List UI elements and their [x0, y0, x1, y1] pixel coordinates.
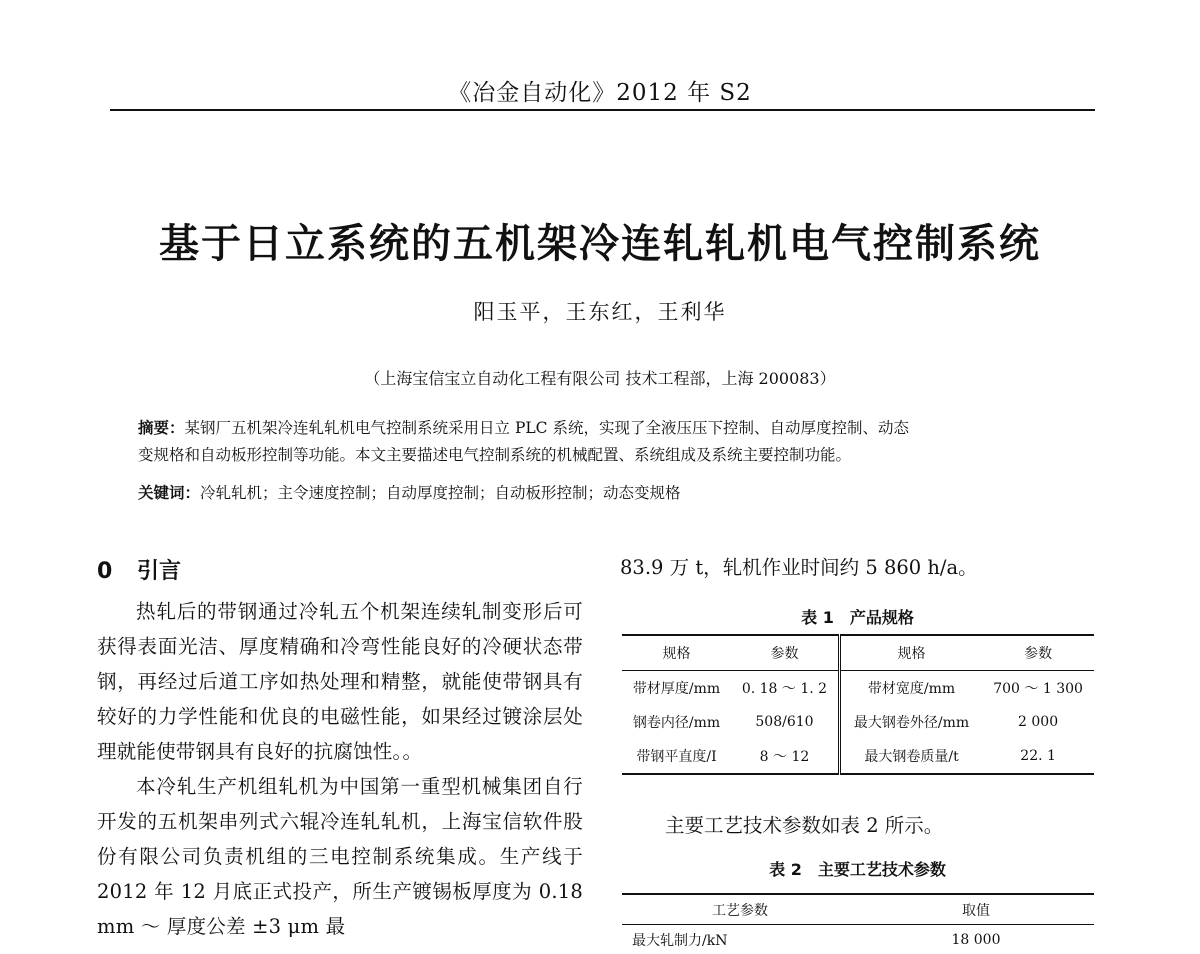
keywords-text: 冷轧轧机；主令速度控制；自动厚度控制；自动板形控制；动态变规格 — [200, 484, 681, 502]
intro-paragraph-1: 热轧后的带钢通过冷轧五个机架连续轧制变形后可获得表面光洁、厚度精确和冷弯性能良好的冷硬状态带钢，再经过后道工序如热处理和精整，就能使带钢具有较好的力学性能和优良的电磁性能，如果经过镀涂层处理就能使带钢具有良好的抗腐蚀性。。 — [97, 594, 583, 769]
table-row — [622, 925, 1094, 954]
table1-caption: 表 1 产品规格 — [620, 605, 1095, 628]
intro-paragraph-2: 本冷轧生产机组轧机为中国第一重型机械集团自行开发的五机架串列式六辊冷连轧轧机，上海宝信软件股份有限公司负责机组的三电控制系统集成。生产线于 2012 年 12 月底正式投产，所生产镀锡板厚度为 0.18 mm ～ 厚度公差 ±3 μm 最 — [97, 769, 583, 944]
paper-title: 基于日立系统的五机架冷连轧轧机电气控制系统 — [0, 212, 1200, 269]
table-row — [622, 739, 1094, 774]
table-cell: 8 ～ 12 — [731, 739, 839, 774]
table2-header-row — [622, 894, 1094, 925]
table1-header: 规格 — [839, 635, 982, 671]
table-cell: 最大钢卷外径/mm — [839, 705, 982, 739]
authors: 阳玉平，王东红，王利华 — [0, 296, 1200, 326]
abstract-label: 摘要： — [138, 418, 185, 437]
table1 — [622, 634, 1094, 775]
table-cell: 0. 18 ～ 1. 2 — [731, 671, 839, 706]
table-cell: 带钢平直度/I — [622, 739, 731, 774]
table-cell: 带材宽度/mm — [839, 671, 982, 706]
section-title: 引言 — [137, 559, 181, 584]
left-column — [97, 550, 583, 944]
abstract-line-2: 变规格和自动板形控制等功能。本文主要描述电气控制系统的机械配置、系统组成及系统主要控制功能。 — [138, 442, 1063, 468]
table-cell: 22. 1 — [982, 739, 1094, 774]
table-cell: 2 000 — [982, 705, 1094, 739]
section-heading — [97, 550, 583, 594]
table-cell: 18 000 — [858, 925, 1094, 954]
table1-header: 参数 — [982, 635, 1094, 671]
abstract-line-1 — [138, 415, 1063, 441]
table-cell: 钢卷内径/mm — [622, 705, 731, 739]
abstract-text-1: 某钢厂五机架冷连轧轧机电气控制系统采用日立 PLC 系统，实现了全液压压下控制、自动厚度控制、动态 — [185, 419, 909, 437]
running-header: 《冶金自动化》2012 年 S2 — [0, 74, 1200, 107]
intro-body — [97, 594, 583, 944]
table-row — [622, 671, 1094, 706]
table-row — [622, 705, 1094, 739]
keywords-label: 关键词： — [138, 483, 200, 502]
table-cell: 带材厚度/mm — [622, 671, 731, 706]
table2-intro-text: 主要工艺技术参数如表 2 所示。 — [665, 810, 943, 838]
table1-header: 规格 — [622, 635, 731, 671]
header-rule — [110, 109, 1095, 111]
table1-header: 参数 — [731, 635, 839, 671]
table2 — [622, 893, 1094, 954]
table-cell: 最大钢卷质量/t — [839, 739, 982, 774]
table-cell: 最大轧制力/kN — [622, 925, 858, 954]
right-continuation: 83.9 万 t，轧机作业时间约 5 860 h/a。 — [620, 552, 978, 580]
table2-header: 取值 — [858, 894, 1094, 925]
table1-header-row — [622, 635, 1094, 671]
table2-header: 工艺参数 — [622, 894, 858, 925]
table2-caption: 表 2 主要工艺技术参数 — [620, 857, 1095, 880]
section-number: 0 — [97, 550, 137, 594]
table-cell: 700 ～ 1 300 — [982, 671, 1094, 706]
affiliation: （上海宝信宝立自动化工程有限公司 技术工程部，上海 200083） — [0, 366, 1200, 389]
keywords-line — [138, 480, 1063, 506]
table-cell: 508/610 — [731, 705, 839, 739]
